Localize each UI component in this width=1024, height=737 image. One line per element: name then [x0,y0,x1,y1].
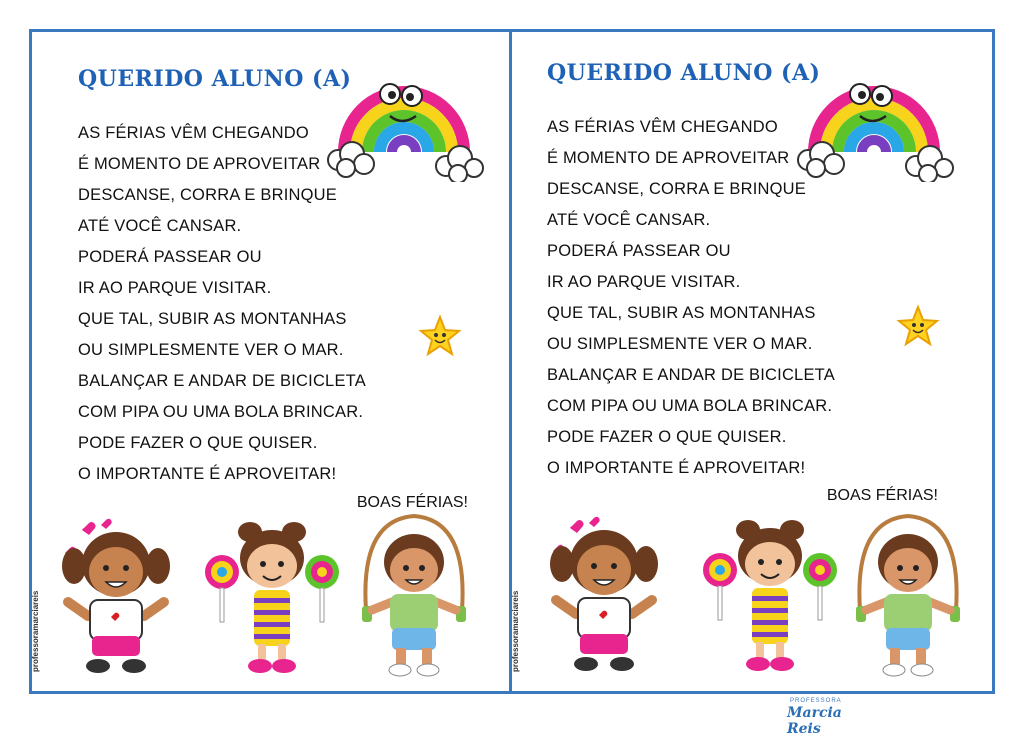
poem-line: PODERÁ PASSEAR OU [78,248,262,266]
author-credit: professoramarciareis [511,590,520,672]
poem-line: BALANÇAR E ANDAR DE BICICLETA [78,372,366,390]
card-left [32,32,510,691]
rainbow-icon [324,72,484,182]
poem-line: O IMPORTANTE É APROVEITAR! [78,465,337,483]
star-icon [418,314,462,358]
boy-jump-rope-icon [848,510,968,680]
poem-line: COM PIPA OU UMA BOLA BRINCAR. [78,403,364,421]
card-right [512,32,990,691]
girl-hearts-icon [542,514,672,674]
card-title: QUERIDO ALUNO (A) [547,60,821,86]
poem-line: AS FÉRIAS VÊM CHEGANDO [547,118,778,136]
poem-line: É MOMENTO DE APROVEITAR [78,155,321,173]
poem-line: PODE FAZER O QUE QUISER. [78,434,318,452]
poem-line: OU SIMPLESMENTE VER O MAR. [78,341,344,359]
girl-hearts-icon [54,516,184,676]
poem [547,112,835,484]
poem-line: BALANÇAR E ANDAR DE BICICLETA [547,366,835,384]
star-icon [896,304,940,348]
poem-line: ATÉ VOCÊ CANSAR. [78,217,242,235]
poem-line: DESCANSE, CORRA E BRINQUE [78,186,337,204]
poem [78,118,366,490]
poem-line: QUE TAL, SUBIR AS MONTANHAS [78,310,347,328]
brand-subtitle: PROFESSORA [790,698,842,704]
brand-logo [782,698,862,737]
poem-line: OU SIMPLESMENTE VER O MAR. [547,335,813,353]
poem-line: QUE TAL, SUBIR AS MONTANHAS [547,304,816,322]
girl-lollipops-icon [202,516,342,676]
brand-name: Marcia Reis [787,705,842,737]
card-title: QUERIDO ALUNO (A) [78,66,352,92]
author-credit: professoramarciareis [31,590,40,672]
poem-line: DESCANSE, CORRA E BRINQUE [547,180,806,198]
closing-text: BOAS FÉRIAS! [356,494,468,511]
poem-line: AS FÉRIAS VÊM CHEGANDO [78,124,309,142]
poem-line: COM PIPA OU UMA BOLA BRINCAR. [547,397,833,415]
boy-jump-rope-icon [354,510,474,680]
rainbow-icon [794,72,954,182]
girl-lollipops-icon [700,514,840,674]
poem-line: IR AO PARQUE VISITAR. [547,273,741,291]
poem-line: PODE FAZER O QUE QUISER. [547,428,787,446]
poem-line: O IMPORTANTE É APROVEITAR! [547,459,806,477]
poem-line: PODERÁ PASSEAR OU [547,242,731,260]
poem-line: É MOMENTO DE APROVEITAR [547,149,790,167]
poem-line: IR AO PARQUE VISITAR. [78,279,272,297]
poem-line: ATÉ VOCÊ CANSAR. [547,211,711,229]
closing-text: BOAS FÉRIAS! [826,487,938,504]
